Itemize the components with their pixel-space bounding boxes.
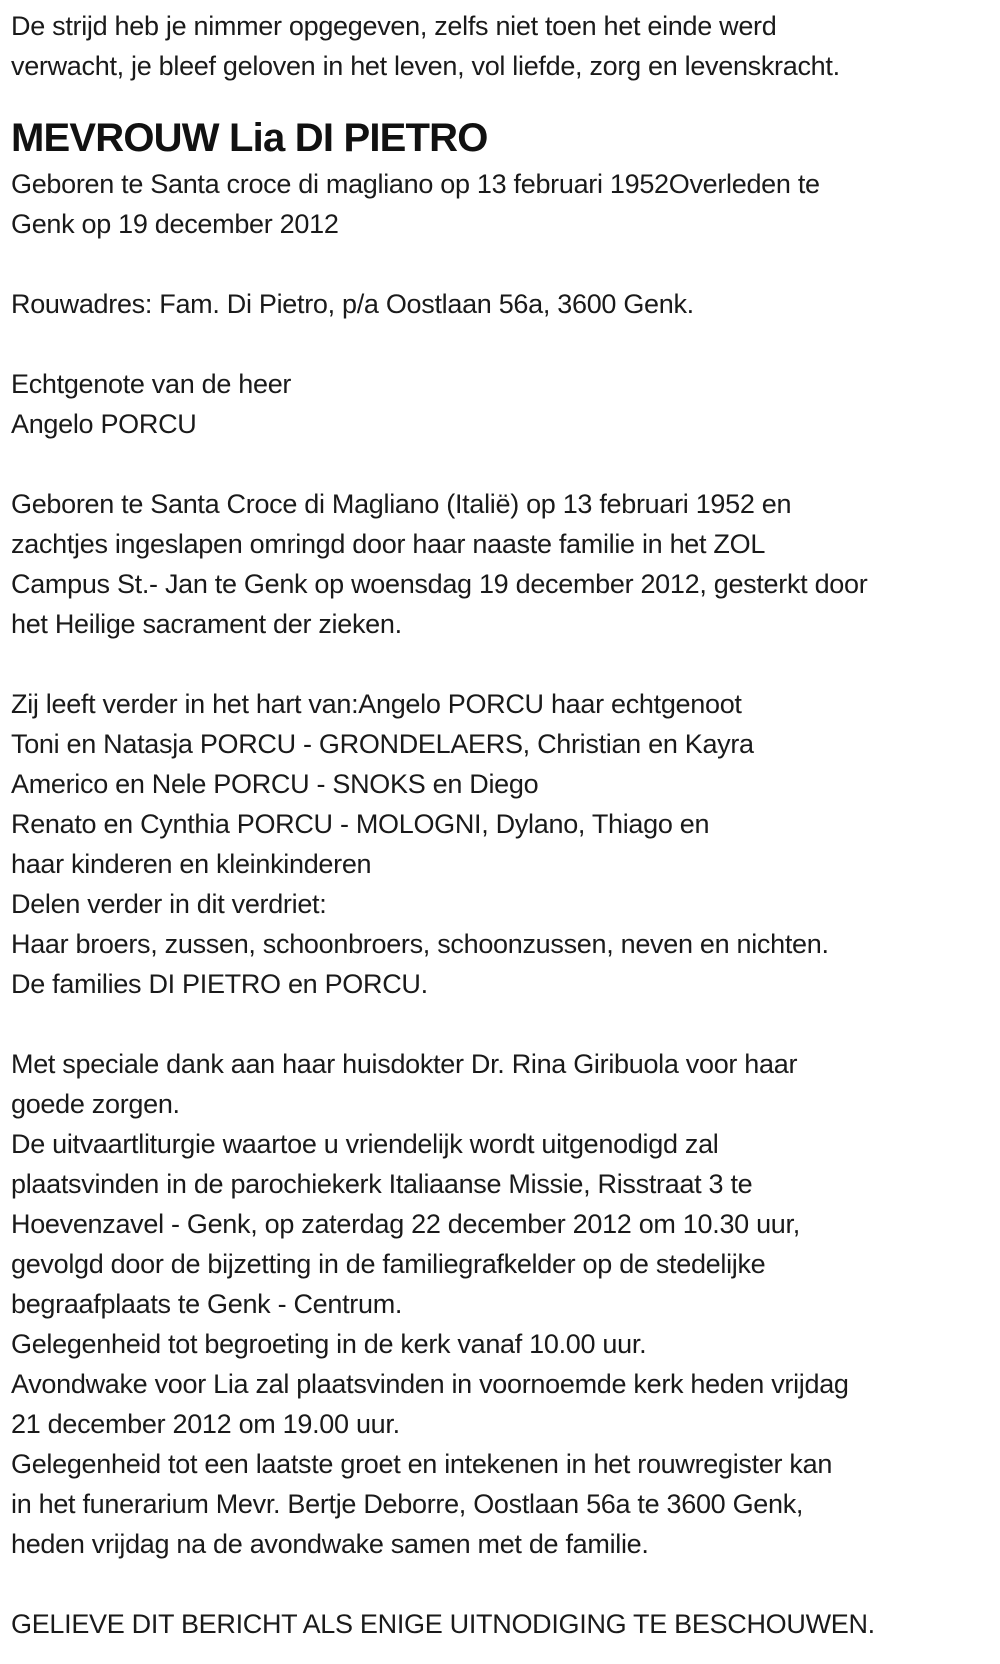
- survivors-line: De families DI PIETRO en PORCU.: [11, 969, 428, 999]
- survivors-line: Delen verder in dit verdriet:: [11, 889, 327, 919]
- services-line: Avondwake voor Lia zal plaatsvinden in voornoemde kerk heden vrijdag: [11, 1369, 849, 1399]
- services-line: Hoevenzavel - Genk, op zaterdag 22 december 2012 om 10.30 uur,: [11, 1209, 800, 1239]
- services-line: De uitvaartliturgie waartoe u vriendelijk wordt uitgenodigd zal: [11, 1129, 719, 1159]
- services-line: begraafplaats te Genk - Centrum.: [11, 1289, 403, 1319]
- survivors-line: Renato en Cynthia PORCU - MOLOGNI, Dylano, Thiago en: [11, 809, 710, 839]
- passing-line: Campus St.- Jan te Genk op woensdag 19 december 2012, gesterkt door: [11, 569, 868, 599]
- mourning-address-line: Rouwadres: Fam. Di Pietro, p/a Oostlaan 56a, 3600 Genk.: [11, 289, 694, 319]
- services-line: gevolgd door de bijzetting in de familiegrafkelder op de stedelijke: [11, 1249, 766, 1279]
- survivors-line: Americo en Nele PORCU - SNOKS en Diego: [11, 769, 539, 799]
- survivors-line: Haar broers, zussen, schoonbroers, schoonzussen, neven en nichten.: [11, 929, 829, 959]
- services-line: in het funerarium Mevr. Bertje Deborre, Oostlaan 56a te 3600 Genk,: [11, 1489, 804, 1519]
- spouse-line: Echtgenote van de heer: [11, 369, 292, 399]
- intro-verse-line: verwacht, je bleef geloven in het leven, vol liefde, zorg en levenskracht.: [11, 51, 840, 81]
- spouse-paragraph: [11, 364, 988, 444]
- birth-death-paragraph: [11, 164, 988, 244]
- deceased-name-heading: MEVROUW Lia DI PIETRO: [11, 116, 488, 160]
- survivors-paragraph: [11, 684, 988, 1004]
- services-paragraph: [11, 1044, 988, 1564]
- passing-line: Geboren te Santa Croce di Magliano (Italië) op 13 februari 1952 en: [11, 489, 792, 519]
- passing-line: zachtjes ingeslapen omringd door haar naaste familie in het ZOL: [11, 529, 766, 559]
- passing-line: het Heilige sacrament der zieken.: [11, 609, 402, 639]
- passing-paragraph: [11, 484, 988, 644]
- services-line: heden vrijdag na de avondwake samen met de familie.: [11, 1529, 649, 1559]
- survivors-line: haar kinderen en kleinkinderen: [11, 849, 372, 879]
- services-line: 21 december 2012 om 19.00 uur.: [11, 1409, 400, 1439]
- services-line: Gelegenheid tot een laatste groet en intekenen in het rouwregister kan: [11, 1449, 833, 1479]
- services-line: goede zorgen.: [11, 1089, 180, 1119]
- services-line: plaatsvinden in de parochiekerk Italiaanse Missie, Risstraat 3 te: [11, 1169, 753, 1199]
- closing-notice-line: GELIEVE DIT BERICHT ALS ENIGE UITNODIGING TE BESCHOUWEN.: [11, 1609, 875, 1639]
- services-line: Gelegenheid tot begroeting in de kerk vanaf 10.00 uur.: [11, 1329, 647, 1359]
- birth-death-line: Genk op 19 december 2012: [11, 209, 339, 239]
- spouse-name-line: Angelo PORCU: [11, 409, 197, 439]
- services-line: Met speciale dank aan haar huisdokter Dr. Rina Giribuola voor haar: [11, 1049, 798, 1079]
- closing-notice: [11, 1604, 988, 1644]
- obituary-document: [11, 6, 988, 1644]
- survivors-line: Zij leeft verder in het hart van:Angelo PORCU haar echtgenoot: [11, 689, 742, 719]
- intro-verse-line: De strijd heb je nimmer opgegeven, zelfs niet toen het einde werd: [11, 11, 777, 41]
- intro-verse: [11, 6, 988, 86]
- mourning-address-paragraph: [11, 284, 988, 324]
- survivors-line: Toni en Natasja PORCU - GRONDELAERS, Christian en Kayra: [11, 729, 754, 759]
- birth-death-line: Geboren te Santa croce di magliano op 13 februari 1952Overleden te: [11, 169, 820, 199]
